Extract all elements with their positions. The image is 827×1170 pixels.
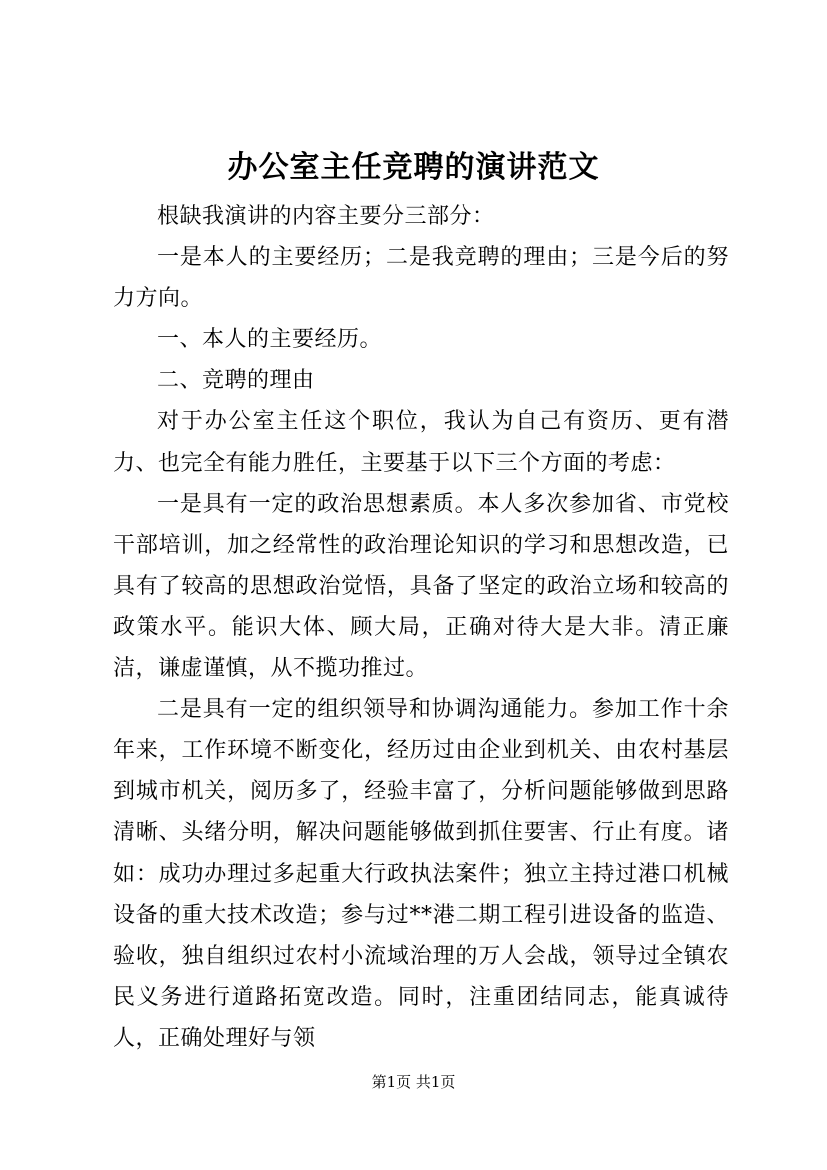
document-body: [113, 196, 729, 1059]
section-heading-experience: 一、本人的主要经历。: [157, 327, 383, 353]
section-heading-reasons: 二、竞聘的理由: [157, 368, 315, 394]
paragraph-leadership-ability: 二是具有一定的组织领导和协调沟通能力。参加工作十余年来，工作环境不断变化，经历过由企业到机关、由农村基层到城市机关，阅历多了，经验丰富了，分析问题能够做到思路清晰、头绪分明，解决问题能够做到抓住要害、行止有度。诸如：成功办理过多起重大行政执法案件；独立主持过港口机械设备的重大技术改造；参与过**港二期工程引进设备的监造、验收，独自组织过农村小流域治理的万人会战，领导过全镇农民义务进行道路拓宽改造。同时，注重团结同志，能真诚待人，正确处理好与领: [113, 697, 729, 1051]
paragraph-outline: 一是本人的主要经历；二是我竞聘的理由；三是今后的努力方向。: [113, 245, 729, 312]
paragraph-political-quality: 一是具有一定的政治思想素质。本人多次参加省、市党校干部培训，加之经常性的政治理论知识的学习和思想改造，已具有了较高的思想政治觉悟，具备了坚定的政治立场和较高的政策水平。能识大体、顾大局，正确对待大是大非。清正廉洁，谦虚谨慎，从不揽功推过。: [113, 491, 729, 682]
document-title: 办公室主任竞聘的演讲范文: [227, 150, 600, 185]
paragraph-intro: 根缺我演讲的内容主要分三部分：: [157, 204, 495, 229]
paragraph-reasons-intro: 对于办公室主任这个职位，我认为自己有资历、更有潜力、也完全有能力胜任，主要基于以下三个方面的考虑：: [113, 409, 729, 476]
page-number-footer: 第1页 共1页: [371, 1073, 456, 1091]
